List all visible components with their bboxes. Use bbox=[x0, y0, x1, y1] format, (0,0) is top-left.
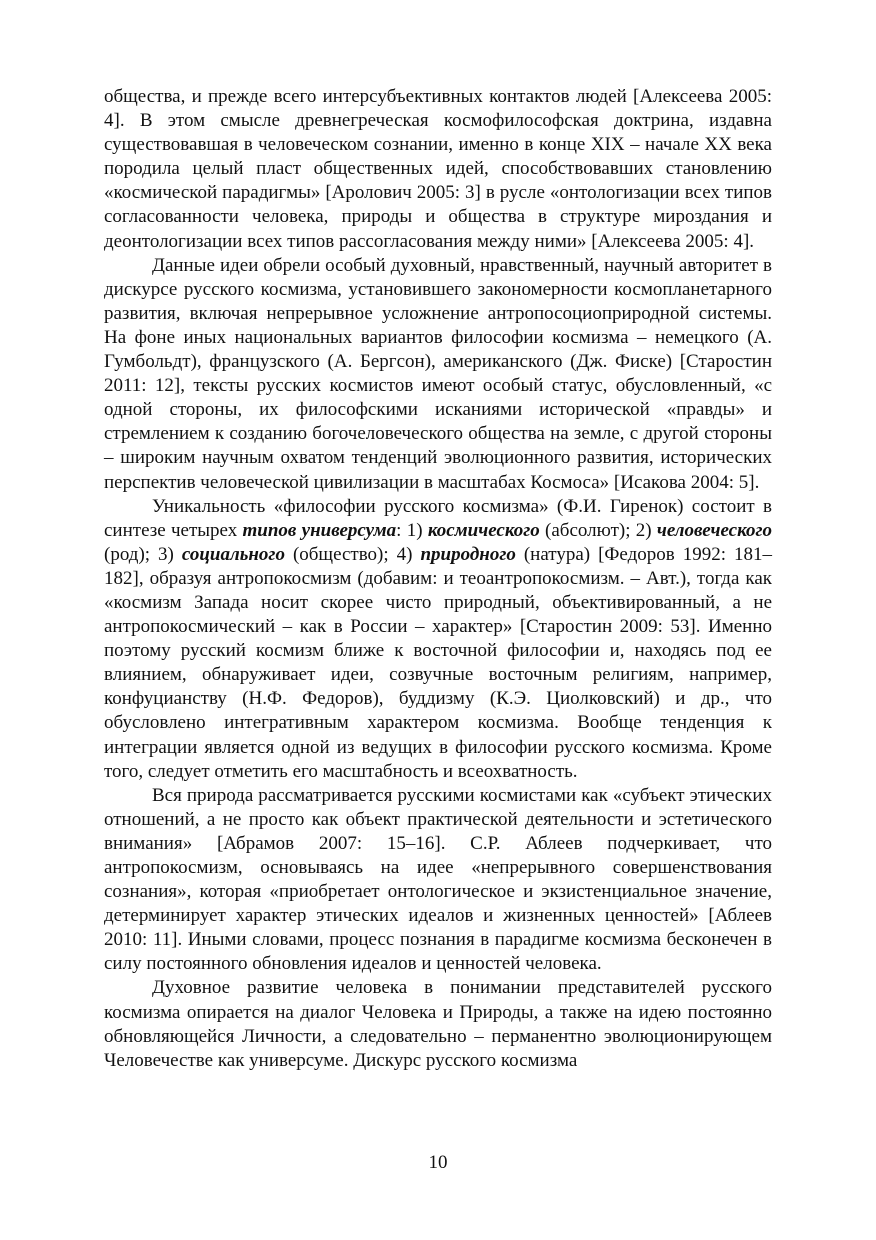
text-segment: Уникальность «философии русского космизма» (Ф.И. Гиренок) состоит в синтезе четырех bbox=[104, 495, 772, 541]
page-number: 10 bbox=[428, 1152, 448, 1173]
paragraph-continuation: общества, и прежде всего интерсубъективных контактов людей [Алексеева 2005: 4]. В этом смысле древнегреческая космофилософская доктрина, издавна существовавшая в человеческом сознании, именно в конце XIX – начале XX века породила целый пласт общественных идей, способствовавших становлению «космической парадигмы» [Аролович 2005: 3] в русле «онтологизации всех типов согласованности человека, природы и общества в структуре мироздания и деонтологизации всех типов рассогласования между ними» [Алексеева 2005: 4]. bbox=[104, 86, 772, 252]
text-segment: (род); 3) bbox=[104, 543, 182, 565]
emphasis-term: типов универсума bbox=[242, 519, 397, 541]
text-segment: (натура) [Федоров 1992: 181–182], образуя антропокосмизм (добавим: и теоантропокосмизм. – Авт.), тогда как «космизм Запада носит скорее чисто природный, объективированный, а не антропокосмический – как в России – характер» [Старостин 2009: 53]. Именно поэтому русский космизм ближе к восточной философии и, находясь под ее влиянием, обнаруживает идеи, созвучные восточным религиям, например, конфуцианству (Н.Ф. Федоров), буддизму (К.Э. Циолковский) и др., что обусловлено интегративным характером космизма. Вообще тенденция к интеграции является одной из ведущих в философии русского космизма. Кроме того, следует отметить его масштабность и всеохватность. bbox=[104, 543, 772, 782]
paragraph-russian-cosmism-authority: Данные идеи обрели особый духовный, нравственный, научный авторитет в дискурсе русского космизма, установившего закономерности космопланетарного развития, включая непрерывное усложнение антропосоциоприродной системы. На фоне иных национальных вариантов философии космизма – немецкого (А. Гумбольдт), французского (А. Бергсон), американского (Дж. Фиске) [Старостин 2011: 12], тексты русских космистов имеют особый статус, обусловленный, «с одной стороны, их философскими исканиями исторической «правды» и стремлением к созданию богочеловеческого общества на земле, с другой стороны – широким научным охватом тенденций эволюционного развития, исторических перспектив человеческой цивилизации в масштабах Космоса» [Исакова 2004: 5]. bbox=[104, 254, 772, 493]
paragraph-nature-subject: Вся природа рассматривается русскими космистами как «субъект этических отношений, а не просто как объект практической деятельности и эстетического внимания» [Абрамов 2007: 15–16]. С.Р. Аблеев подчеркивает, что антропокосмизм, основываясь на идее «непрерывного совершенствования сознания», которая «приобретает онтологическое и экзистенциальное значение, детерминирует характер этических идеалов и жизненных ценностей» [Аблеев 2010: 11]. Иными словами, процесс познания в парадигме космизма бесконечен в силу постоянного обновления идеалов и ценностей человека. bbox=[104, 784, 772, 975]
emphasis-term: человеческого bbox=[656, 519, 772, 541]
paragraph-spiritual-development: Духовное развитие человека в понимании представителей русского космизма опирается на диалог Человека и Природы, а также на идею постоянно обновляющейся Личности, а следовательно – перманентно эволюционирующем Человечестве как универсуме. Дискурс русского космизма bbox=[104, 977, 772, 1071]
emphasis-term: природного bbox=[420, 543, 516, 565]
emphasis-term: социального bbox=[181, 543, 285, 565]
page-body bbox=[104, 85, 772, 1073]
text-segment: : 1) bbox=[396, 519, 428, 541]
text-segment: (общество); 4) bbox=[284, 543, 421, 565]
emphasis-term: космического bbox=[427, 519, 540, 541]
text-segment: (абсолют); 2) bbox=[539, 519, 657, 541]
paragraph-universe-types bbox=[104, 495, 772, 784]
